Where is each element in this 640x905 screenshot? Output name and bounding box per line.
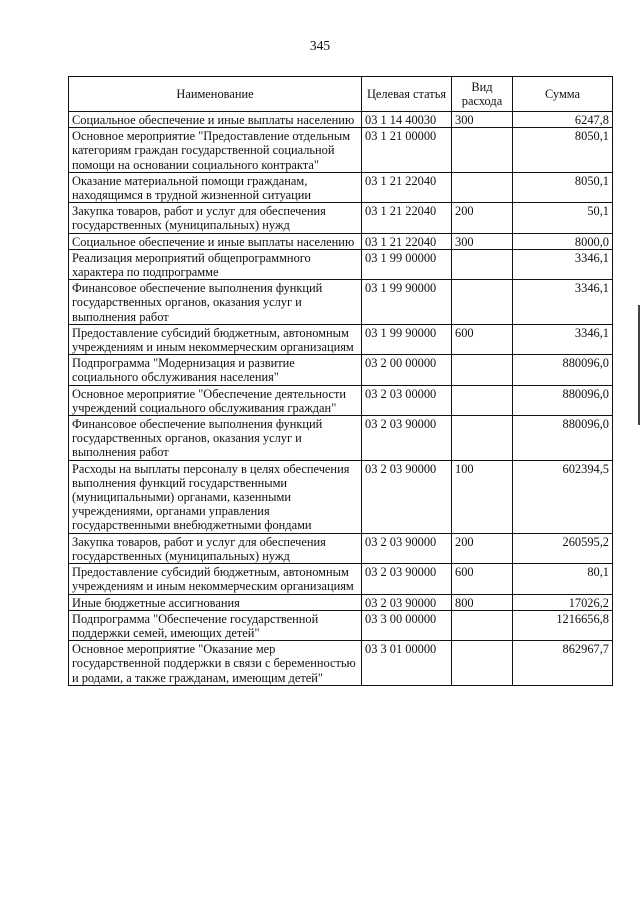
header-code: Целевая статья <box>362 77 452 112</box>
cell-target-article: 03 1 21 00000 <box>362 128 452 173</box>
cell-sum: 602394,5 <box>513 460 613 533</box>
cell-expense-type <box>452 416 513 461</box>
table-row <box>69 416 613 461</box>
cell-name: Основное мероприятие "Оказание мер государственной поддержки в связи с беременностью и родами, а также гражданам, имеющим детей" <box>69 641 362 686</box>
table-row <box>69 460 613 533</box>
cell-name: Иные бюджетные ассигнования <box>69 594 362 610</box>
cell-name: Закупка товаров, работ и услуг для обеспечения государственных (муниципальных) нужд <box>69 533 362 563</box>
cell-sum: 880096,0 <box>513 416 613 461</box>
header-type: Вид расхода <box>452 77 513 112</box>
cell-name: Закупка товаров, работ и услуг для обеспечения государственных (муниципальных) нужд <box>69 203 362 233</box>
table-body <box>69 112 613 686</box>
cell-name: Основное мероприятие "Предоставление отдельным категориям граждан государственной социальной помощи на основании социального контракта" <box>69 128 362 173</box>
cell-name: Оказание материальной помощи гражданам, находящимся в трудной жизненной ситуации <box>69 172 362 202</box>
table-row <box>69 112 613 128</box>
cell-expense-type: 600 <box>452 324 513 354</box>
cell-name: Финансовое обеспечение выполнения функций государственных органов, оказания услуг и выполнения работ <box>69 416 362 461</box>
cell-name: Реализация мероприятий общепрограммного характера по подпрограмме <box>69 249 362 279</box>
cell-name: Социальное обеспечение и иные выплаты населению <box>69 112 362 128</box>
cell-name: Расходы на выплаты персоналу в целях обеспечения выполнения функций государственными (муниципальными) органами, казенными учреждениями, органами управления государственными внебюджетными фондами <box>69 460 362 533</box>
page-number: 345 <box>309 38 331 53</box>
cell-target-article: 03 2 03 90000 <box>362 533 452 563</box>
cell-sum: 862967,7 <box>513 641 613 686</box>
cell-sum: 8050,1 <box>513 128 613 173</box>
header-name: Наименование <box>69 77 362 112</box>
cell-target-article: 03 1 21 22040 <box>362 233 452 249</box>
cell-sum: 1216656,8 <box>513 610 613 640</box>
table-row <box>69 594 613 610</box>
cell-name: Финансовое обеспечение выполнения функций государственных органов, оказания услуг и выполнения работ <box>69 280 362 325</box>
cell-expense-type: 300 <box>452 112 513 128</box>
cell-target-article: 03 2 03 90000 <box>362 564 452 594</box>
cell-name: Подпрограмма "Модернизация и развитие социального обслуживания населения" <box>69 355 362 385</box>
table-header-row <box>69 77 613 112</box>
cell-target-article: 03 2 03 90000 <box>362 460 452 533</box>
table-row <box>69 233 613 249</box>
cell-expense-type: 100 <box>452 460 513 533</box>
cell-target-article: 03 1 99 00000 <box>362 249 452 279</box>
cell-target-article: 03 2 00 00000 <box>362 355 452 385</box>
cell-expense-type <box>452 641 513 686</box>
cell-expense-type <box>452 610 513 640</box>
cell-expense-type: 200 <box>452 533 513 563</box>
cell-expense-type <box>452 355 513 385</box>
cell-sum: 80,1 <box>513 564 613 594</box>
cell-target-article: 03 2 03 90000 <box>362 594 452 610</box>
cell-name: Подпрограмма "Обеспечение государственной поддержки семей, имеющих детей" <box>69 610 362 640</box>
cell-sum: 3346,1 <box>513 324 613 354</box>
cell-name: Основное мероприятие "Обеспечение деятельности учреждений социального обслуживания граждан" <box>69 385 362 415</box>
table-row <box>69 280 613 325</box>
table-row <box>69 203 613 233</box>
cell-sum: 8050,1 <box>513 172 613 202</box>
table-row <box>69 324 613 354</box>
cell-expense-type <box>452 249 513 279</box>
cell-target-article: 03 1 21 22040 <box>362 203 452 233</box>
cell-target-article: 03 1 99 90000 <box>362 324 452 354</box>
cell-target-article: 03 3 01 00000 <box>362 641 452 686</box>
table-row <box>69 249 613 279</box>
cell-sum: 880096,0 <box>513 385 613 415</box>
cell-target-article: 03 1 21 22040 <box>362 172 452 202</box>
table-row <box>69 128 613 173</box>
cell-target-article: 03 1 99 90000 <box>362 280 452 325</box>
table-row <box>69 533 613 563</box>
cell-expense-type: 800 <box>452 594 513 610</box>
cell-sum: 260595,2 <box>513 533 613 563</box>
cell-target-article: 03 1 14 40030 <box>362 112 452 128</box>
table-row <box>69 641 613 686</box>
table-row <box>69 610 613 640</box>
cell-sum: 17026,2 <box>513 594 613 610</box>
header-sum: Сумма <box>513 77 613 112</box>
cell-expense-type <box>452 280 513 325</box>
cell-target-article: 03 2 03 90000 <box>362 416 452 461</box>
cell-target-article: 03 2 03 00000 <box>362 385 452 415</box>
cell-sum: 50,1 <box>513 203 613 233</box>
cell-sum: 3346,1 <box>513 249 613 279</box>
cell-expense-type <box>452 385 513 415</box>
table-row <box>69 564 613 594</box>
table-row <box>69 355 613 385</box>
cell-name: Предоставление субсидий бюджетным, автономным учреждениям и иным некоммерческим организациям <box>69 324 362 354</box>
cell-expense-type <box>452 128 513 173</box>
cell-sum: 8000,0 <box>513 233 613 249</box>
cell-expense-type: 600 <box>452 564 513 594</box>
table-row <box>69 172 613 202</box>
cell-name: Предоставление субсидий бюджетным, автономным учреждениям и иным некоммерческим организациям <box>69 564 362 594</box>
cell-sum: 3346,1 <box>513 280 613 325</box>
cell-expense-type: 200 <box>452 203 513 233</box>
table-row <box>69 385 613 415</box>
cell-name: Социальное обеспечение и иные выплаты населению <box>69 233 362 249</box>
cell-sum: 880096,0 <box>513 355 613 385</box>
budget-table <box>68 76 613 686</box>
cell-sum: 6247,8 <box>513 112 613 128</box>
cell-target-article: 03 3 00 00000 <box>362 610 452 640</box>
cell-expense-type <box>452 172 513 202</box>
cell-expense-type: 300 <box>452 233 513 249</box>
